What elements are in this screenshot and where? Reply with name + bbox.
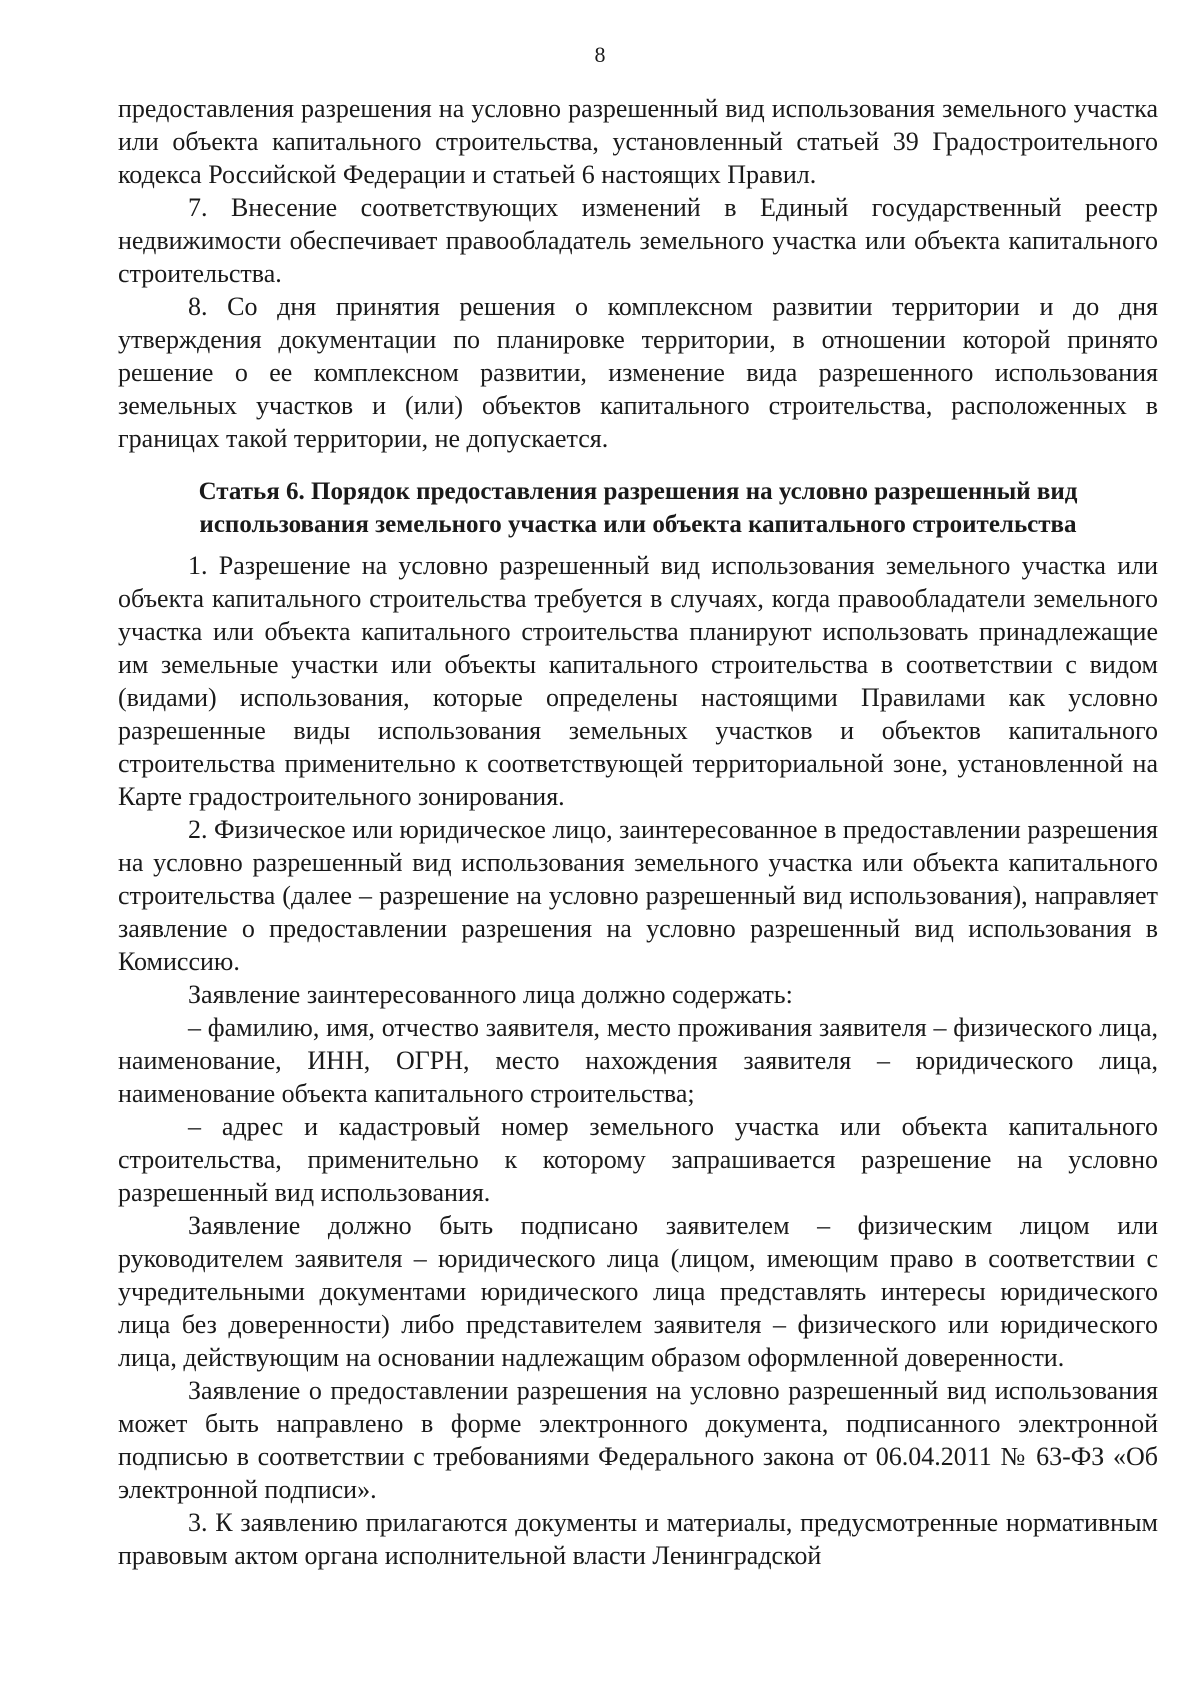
page-number: 8 — [594, 42, 606, 67]
paragraph-item-1: 1. Разрешение на условно разрешенный вид использования земельного участка или объекта капитального строительства требуется в случаях, когда правообладатели земельного участка или объекта капитального строительства планируют использовать принадлежащие им земельные участки или объекты капитального строительства в соответствии с видом (видами) использования, которые определены настоящими Правилами как условно разрешенные виды использования земельных участков и объектов капитального строительства применительно к соответствующей территориальной зоне, установленной на Карте градостроительного зонирования. — [118, 551, 1158, 811]
paragraph-application-contents: Заявление заинтересованного лица должно содержать: — [188, 980, 793, 1009]
paragraph-electronic-submission: Заявление о предоставлении разрешения на условно разрешенный вид использования может быть направлено в форме электронного документа, подписанного электронной подписью в соответствии с требованиями Федерального закона от 06.04.2011 № 63-ФЗ «Об электронной подписи». — [118, 1376, 1158, 1504]
paragraph-item-2: 2. Физическое или юридическое лицо, заинтересованное в предоставлении разрешения на условно разрешенный вид использования земельного участка или объекта капитального строительства (далее – разрешение на условно разрешенный вид использования), направляет заявление о предоставлении разрешения на условно разрешенный вид использования в Комиссию. — [118, 815, 1159, 976]
article-heading: Статья 6. Порядок предоставления разрешения на условно разрешенный вид использования земельного участка или объекта капитального строительства — [198, 478, 1078, 538]
list-item-address-cadastral: – адрес и кадастровый номер земельного участка или объекта капитального строительства, применительно к которому запрашивается разрешение на условно разрешенный вид использования. — [118, 1112, 1158, 1207]
paragraph-item-8: 8. Со дня принятия решения о комплексном развитии территории и до дня утверждения документации по планировке территории, в отношении которой принято решение о ее комплексном развитии, изменение вида разрешенного использования земельных участков и (или) объектов капитального строительства, расположенных в границах такой территории, не допускается. — [118, 292, 1158, 453]
paragraph-signature-requirements: Заявление должно быть подписано заявителем – физическим лицом или руководителем заявителя – юридического лица (лицом, имеющим право в соответствии с учредительными документами юридического лица представлять интересы юридического лица без доверенности) либо представителем заявителя – физического или юридического лица, действующим на основании надлежащим образом оформленной доверенности. — [118, 1211, 1158, 1372]
list-item-applicant-details: – фамилию, имя, отчество заявителя, место проживания заявителя – физического лица, наименование, ИНН, ОГРН, место нахождения заявителя – юридического лица, наименование объекта капитального строительства; — [118, 1013, 1158, 1108]
paragraph-item-3: 3. К заявлению прилагаются документы и материалы, предусмотренные нормативным правовым актом органа исполнительной власти Ленинградской — [118, 1508, 1158, 1570]
paragraph-item-7: 7. Внесение соответствующих изменений в Единый государственный реестр недвижимости обеспечивает правообладатель земельного участка или объекта капитального строительства. — [118, 193, 1158, 288]
document-body — [118, 92, 1158, 1572]
paragraph-continuation: предоставления разрешения на условно разрешенный вид использования земельного участка или объекта капитального строительства, установленный статьей 39 Градостроительного кодекса Российской Федерации и статьей 6 настоящих Правил. — [118, 94, 1158, 189]
